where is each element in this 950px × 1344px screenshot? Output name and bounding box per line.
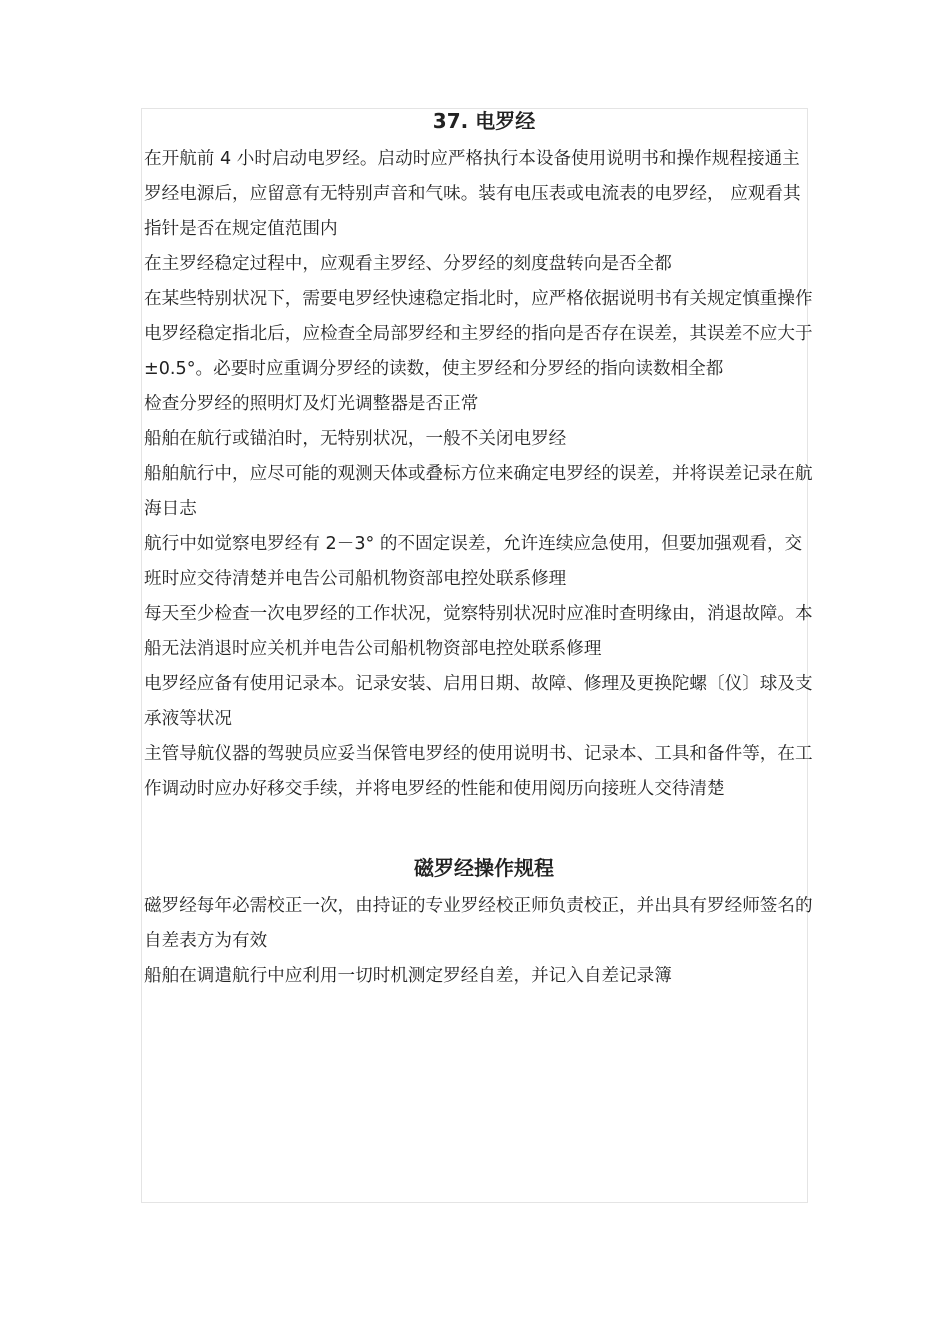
document-body (144, 106, 824, 994)
section-title-gyrocompass: 37. 电罗经 (432, 109, 536, 133)
paragraph: 电罗经稳定指北后，应检查全局部罗经和主罗经的指向是否存在误差，其误差不应大于±0.5°。必要时应重调分罗经的读数，使主罗经和分罗经的指向读数相全都 (144, 324, 813, 379)
paragraph: 电罗经应备有使用记录本。记录安装、启用日期、故障、修理及更换陀螺〔仪〕球及支承液等状况 (144, 674, 813, 729)
paragraph: 每天至少检查一次电罗经的工作状况，觉察特别状况时应准时查明缘由，消退故障。本船无法消退时应关机并电告公司船机物资部电控处联系修理 (144, 604, 813, 659)
paragraph: 船舶在调遣航行中应利用一切时机测定罗经自差，并记入自差记录簿 (144, 966, 672, 986)
paragraph: 船舶航行中，应尽可能的观测天体或叠标方位来确定电罗经的误差，并将误差记录在航海日志 (144, 464, 813, 519)
paragraph: 在某些特别状况下，需要电罗经快速稳定指北时，应严格依据说明书有关规定慎重操作 (144, 289, 813, 309)
paragraph: 航行中如觉察电罗经有 2－3° 的不固定误差，允许连续应急使用，但要加强观看，交班时应交待清楚并电告公司船机物资部电控处联系修理 (144, 534, 803, 589)
paragraph: 检查分罗经的照明灯及灯光调整器是否正常 (144, 394, 479, 414)
paragraph: 在主罗经稳定过程中，应观看主罗经、分罗经的刻度盘转向是否全都 (144, 254, 672, 274)
section-title-magnetic-compass: 磁罗经操作规程 (414, 856, 554, 880)
paragraph: 船舶在航行或锚泊时，无特别状况，一般不关闭电罗经 (144, 429, 567, 449)
paragraph: 在开航前 4 小时启动电罗经。启动时应严格执行本设备使用说明书和操作规程接通主罗经电源后，应留意有无特别声音和气味。装有电压表或电流表的电罗经， 应观看其指针是否在规定值范围内 (144, 149, 801, 239)
paragraph: 磁罗经每年必需校正一次，由持证的专业罗经校正师负责校正，并出具有罗经师签名的自差表方为有效 (144, 896, 813, 951)
paragraph: 主管导航仪器的驾驶员应妥当保管电罗经的使用说明书、记录本、工具和备件等，在工作调动时应办好移交手续，并将电罗经的性能和使用阅历向接班人交待清楚 (144, 744, 813, 799)
